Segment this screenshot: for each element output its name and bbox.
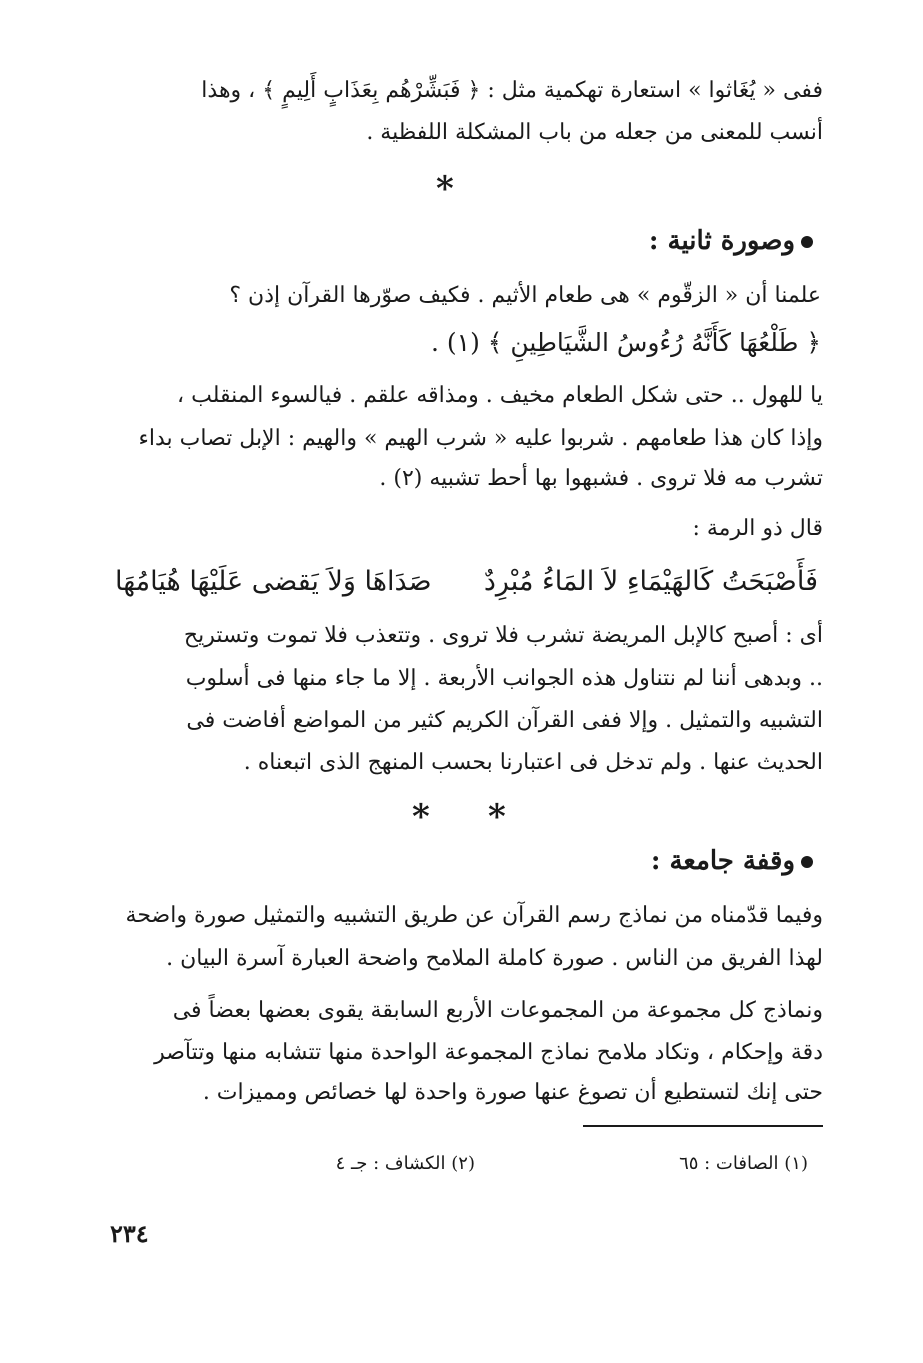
text-line: علمنا أن « الزقّوم » هى طعام الأثيم . فكيف صوّرها القرآن إذن ؟ xyxy=(229,283,821,308)
poem-hemistich-1: فَأَصْبَحَتُ كَالهَيْمَاءِ لاَ المَاءُ مُبْرِدٌ xyxy=(483,566,818,597)
text-line: دقة وإحكام ، وتكاد ملامح نماذج المجموعة الواحدة منها تتشابه منها وتتآصر xyxy=(154,1040,823,1065)
text-line: التشبيه والتمثيل . وإلا ففى القرآن الكريم كثير من المواضع أفاضت فى xyxy=(186,708,823,733)
bullet-icon xyxy=(801,856,813,868)
bullet-icon xyxy=(801,236,813,248)
section-separator: * xyxy=(436,169,454,209)
footnote-2: (٢) الكشاف : جـ ٤ xyxy=(335,1153,475,1174)
text-line: تشرب مه فلا تروى . فشبهوا بها أحط تشبيه (٢) . xyxy=(379,466,823,491)
footnote-1: (١) الصافات : ٦٥ xyxy=(679,1153,808,1174)
section-separator: * xyxy=(488,797,506,837)
text-line: الحديث عنها . ولم تدخل فى اعتبارنا بحسب المنهج الذى اتبعناه . xyxy=(243,750,823,775)
text-line: .. وبدهى أننا لم نتناول هذه الجوانب الأربعة . إلا ما جاء منها فى أسلوب xyxy=(185,666,823,691)
section-heading xyxy=(651,848,813,874)
heading-text: وصورة ثانية : xyxy=(648,226,795,256)
text-line: لهذا الفريق من الناس . صورة كاملة الملامح واضحة العبارة آسرة البيان . xyxy=(166,946,823,971)
heading-text: وقفة جامعة : xyxy=(650,846,795,876)
poet-intro: قال ذو الرمة : xyxy=(692,516,823,541)
section-heading xyxy=(649,228,813,254)
text-line: ففى « يُغَاثوا » استعارة تهكمية مثل : ﴿ فَبَشِّرْهُم بِعَذَابٍ أَلِيمٍ ﴾ ، وهذا xyxy=(201,78,823,103)
text-line: وفيما قدّمناه من نماذج رسم القرآن عن طريق التشبيه والتمثيل صورة واضحة xyxy=(125,903,823,928)
text-line: أى : أصبح كالإبل المريضة تشرب فلا تروى . وتتعذب فلا تموت وتستريح xyxy=(183,623,823,648)
text-line: يا للهول .. حتى شكل الطعام مخيف . ومذاقه علقم . فيالسوء المنقلب ، xyxy=(177,383,823,408)
poem-hemistich-2: صَدَاهَا وَلاَ يَقضى عَلَيْهَا هُيَامُهَا xyxy=(115,566,432,597)
quran-verse: ﴿ طَلْعُهَا كَأَنَّهُ رُءُوسُ الشَّيَاطِينِ ﴾ (١) . xyxy=(431,328,821,357)
text-line: حتى إنك لتستطيع أن تصوغ عنها صورة واحدة لها خصائص ومميزات . xyxy=(202,1080,823,1105)
text-line: وإذا كان هذا طعامهم . شربوا عليه « شرب الهيم » والهيم : الإبل تصاب بداء xyxy=(138,426,823,451)
text-line: أنسب للمعنى من جعله من باب المشكلة اللفظية . xyxy=(366,120,823,145)
footnote-rule xyxy=(583,1125,823,1127)
text-line: ونماذج كل مجموعة من المجموعات الأربع السابقة يقوى بعضها بعضاً فى xyxy=(172,998,823,1023)
section-separator: * xyxy=(412,797,430,837)
page-number: ٢٣٤ xyxy=(110,1219,149,1248)
